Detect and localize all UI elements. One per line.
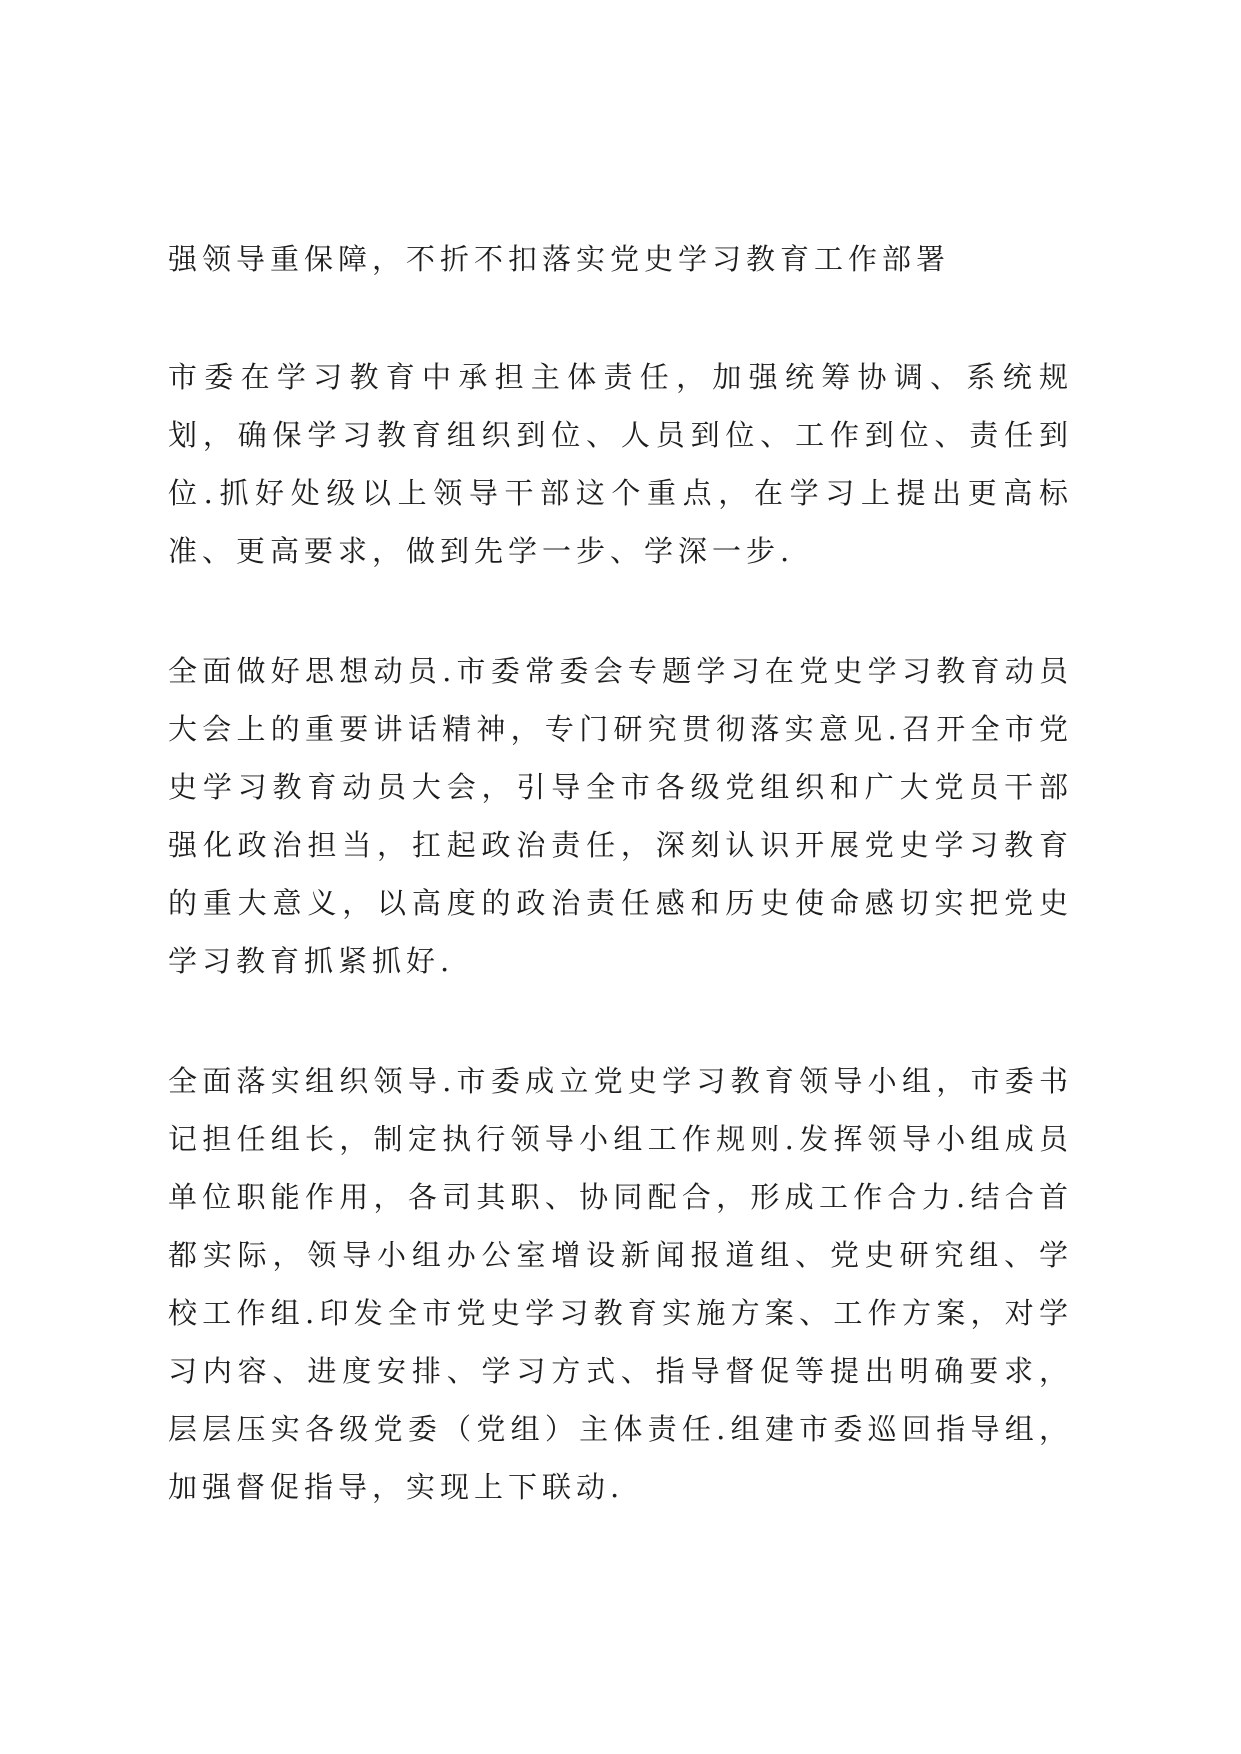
paragraph-intro: 市委在学习教育中承担主体责任，加强统筹协调、系统规划，确保学习教育组织到位、人员到位、工作到位、责任到位.抓好处级以上领导干部这个重点，在学习上提出更高标准、更高要求，做到先学一步、学深一步. xyxy=(168,360,1073,568)
paragraph-organization: 全面落实组织领导.市委成立党史学习教育领导小组，市委书记担任组长，制定执行领导小组工作规则.发挥领导小组成员单位职能作用，各司其职、协同配合，形成工作合力.结合首都实际，领导小组办公室增设新闻报道组、党史研究组、学校工作组.印发全市党史学习教育实施方案、工作方案，对学习内容、进度安排、学习方式、指导督促等提出明确要求，层层压实各级党委（党组）主体责任.组建市委巡回指导组，加强督促指导，实现上下联动. xyxy=(168,1064,1073,1504)
paragraph-mobilization: 全面做好思想动员.市委常委会专题学习在党史学习教育动员大会上的重要讲话精神，专门研究贯彻落实意见.召开全市党史学习教育动员大会，引导全市各级党组织和广大党员干部强化政治担当，扛起政治责任，深刻认识开展党史学习教育的重大意义，以高度的政治责任感和历史使命感切实把党史学习教育抓紧抓好. xyxy=(168,654,1073,978)
document-body xyxy=(168,230,1073,1578)
section-heading: 强领导重保障，不折不扣落实党史学习教育工作部署 xyxy=(168,242,951,276)
